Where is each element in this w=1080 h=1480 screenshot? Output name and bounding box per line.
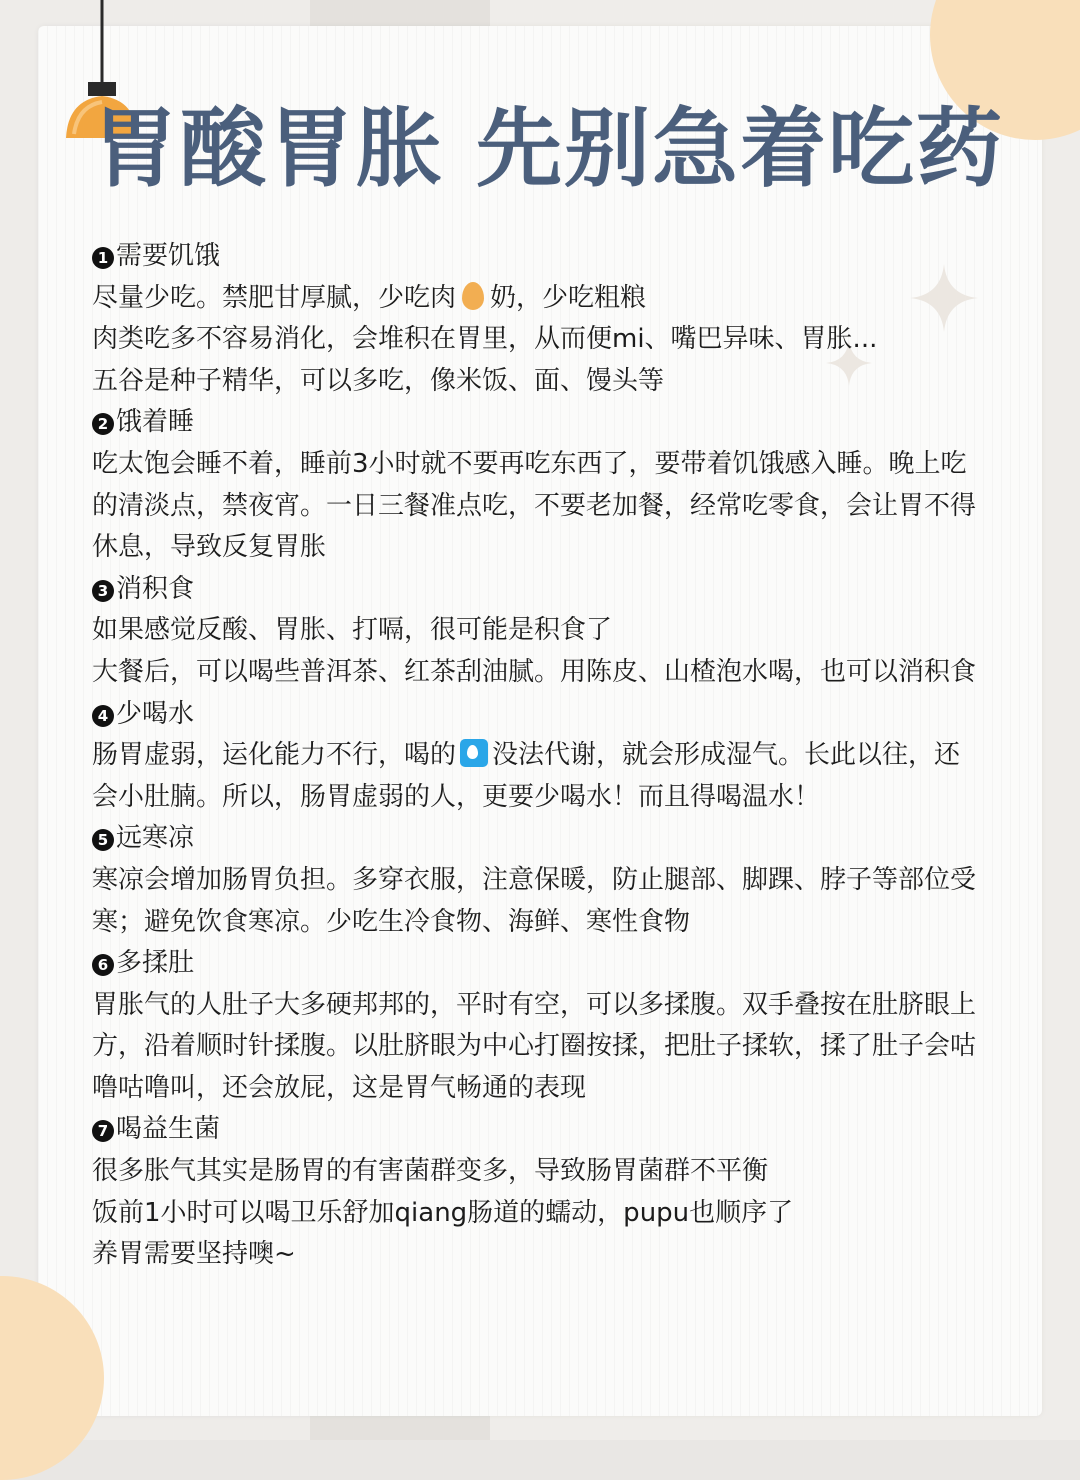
paragraph-text: 没法代谢，就会形成湿气。长此以往，还会小肚腩。所以，肠胃虚弱的人，更要少喝水！而且得喝温水！ [92, 740, 961, 812]
heading-text: 远寒凉 [116, 823, 195, 854]
paragraph: 大餐后，可以喝些普洱茶、红茶刮油腻。用陈皮、山楂泡水喝，也可以消积食 [92, 656, 977, 687]
section-3 [92, 569, 984, 694]
section-heading [92, 943, 984, 985]
section-heading [92, 694, 984, 736]
paragraph-text: 肠胃虚弱，运化能力不行，喝的 [92, 740, 457, 771]
section-1 [92, 236, 984, 402]
section-heading [92, 569, 984, 611]
egg-icon [462, 282, 484, 310]
paragraph: 寒凉会增加肠胃负担。多穿衣服，注意保暖，防止腿部、脚踝、脖子等部位受寒；避免饮食寒凉。少吃生冷食物、海鲜、寒性食物 [92, 864, 977, 937]
number-badge: 1 [92, 247, 114, 269]
section-heading [92, 236, 984, 278]
article-body [92, 236, 984, 1276]
paragraph: 五谷是种子精华，可以多吃，像米饭、面、馒头等 [92, 365, 665, 396]
paragraph [92, 735, 984, 818]
paragraph: 吃太饱会睡不着，睡前3小时就不要再吃东西了，要带着饥饿感入睡。晚上吃的清淡点，禁夜宵。一日三餐准点吃，不要老加餐，经常吃零食，会让胃不得休息，导致反复胃胀 [92, 448, 977, 563]
number-badge: 2 [92, 413, 114, 435]
heading-text: 消积食 [116, 573, 195, 604]
section-2 [92, 402, 984, 568]
page-title: 胃酸胃胀 先别急着吃药 [92, 99, 1004, 199]
section-4 [92, 694, 984, 819]
section-7 [92, 1109, 984, 1275]
section-heading [92, 402, 984, 444]
section-heading [92, 818, 984, 860]
water-drop-icon [460, 739, 488, 767]
paragraph: 很多胀气其实是肠胃的有害菌群变多，导致肠胃菌群不平衡 [92, 1156, 769, 1187]
heading-text: 需要饥饿 [116, 241, 221, 271]
number-badge: 3 [92, 580, 114, 602]
paragraph: 胃胀气的人肚子大多硬邦邦的，平时有空，可以多揉腹。双手叠按在肚脐眼上方，沿着顺时针揉腹。以肚脐眼为中心打圈按揉，把肚子揉软，揉了肚子会咕噜咕噜叫，还会放屁，这是胃气畅通的表现 [92, 989, 977, 1103]
paragraph: 肉类吃多不容易消化，会堆积在胃里，从而便mi、嘴巴异味、胃胀... [92, 324, 878, 355]
paragraph [92, 278, 984, 320]
number-badge: 6 [92, 954, 114, 976]
paragraph-text: 奶，少吃粗粮 [490, 282, 647, 313]
paragraph: 饭前1小时可以喝卫乐舒加qiang肠道的蠕动，pupu也顺序了 [92, 1197, 794, 1228]
section-heading [92, 1109, 984, 1151]
heading-text: 饿着睡 [116, 407, 195, 438]
number-badge: 7 [92, 1120, 114, 1142]
section-6 [92, 943, 984, 1109]
heading-text: 少喝水 [116, 698, 195, 729]
number-badge: 5 [92, 829, 114, 851]
paragraph: 养胃需要坚持噢~ [92, 1239, 296, 1270]
paragraph: 如果感觉反酸、胃胀、打嗝，很可能是积食了 [92, 615, 613, 646]
paragraph-text: 尽量少吃。禁肥甘厚腻，少吃肉 [92, 282, 457, 313]
section-5 [92, 818, 984, 943]
number-badge: 4 [92, 705, 114, 727]
heading-text: 多揉肚 [116, 948, 195, 979]
heading-text: 喝益生菌 [116, 1114, 221, 1145]
